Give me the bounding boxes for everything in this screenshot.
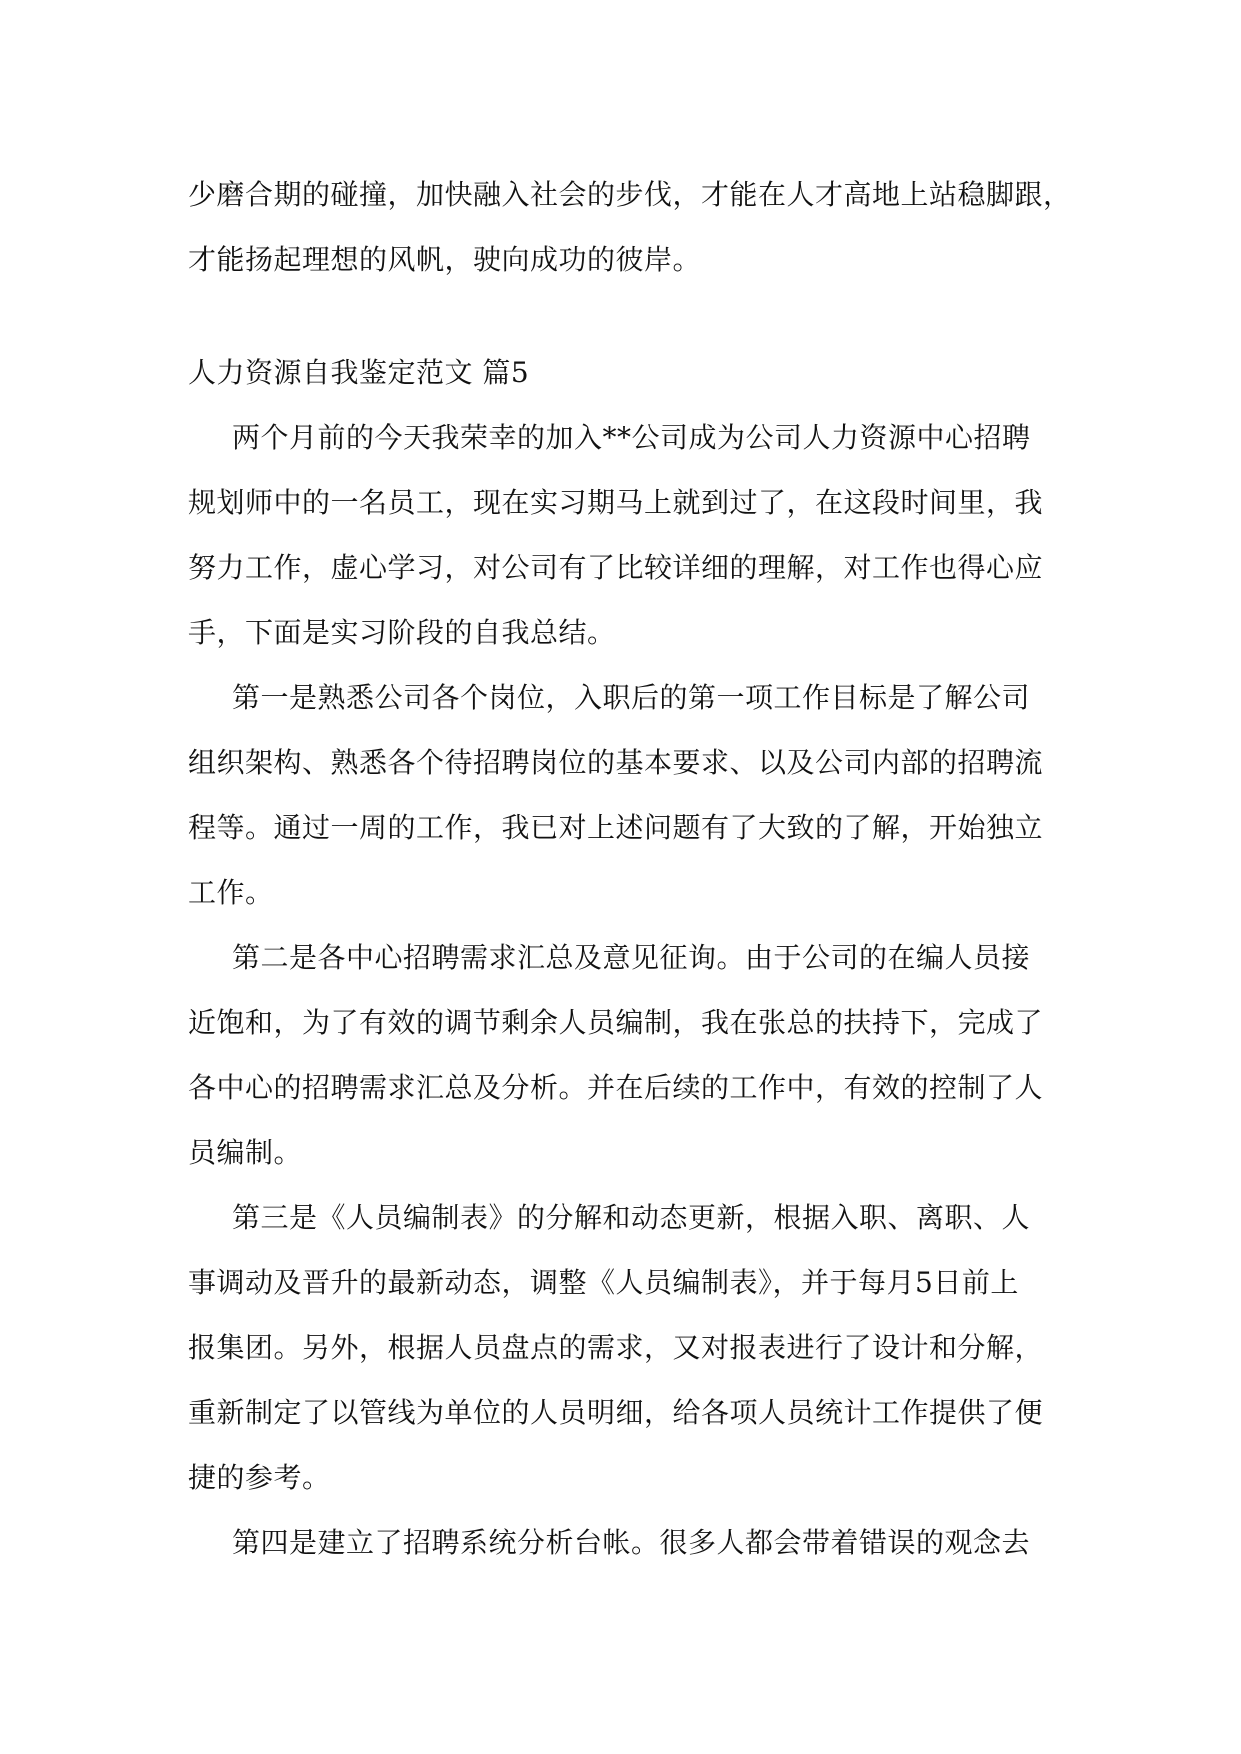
text-line: 事调动及晋升的最新动态，调整《人员编制表》，并于每月5日前上 — [188, 1266, 1019, 1299]
intro-paragraph — [188, 162, 1072, 292]
text-line: 工作。 — [188, 876, 274, 909]
text-line: 两个月前的今天我荣幸的加入**公司成为公司人力资源中心招聘 — [232, 421, 1031, 454]
text-line: 组织架构、熟悉各个待招聘岗位的基本要求、以及公司内部的招聘流 — [188, 746, 1044, 779]
text-line: 各中心的招聘需求汇总及分析。并在后续的工作中，有效的控制了人 — [188, 1071, 1044, 1104]
document-body — [188, 162, 1072, 1575]
paragraph-fourth-point — [188, 1510, 1058, 1575]
text-line: 第三是《人员编制表》的分解和动态更新，根据入职、离职、人 — [232, 1201, 1031, 1234]
text-line: 重新制定了以管线为单位的人员明细，给各项人员统计工作提供了便 — [188, 1396, 1044, 1429]
text-line: 第一是熟悉公司各个岗位，入职后的第一项工作目标是了解公司 — [232, 681, 1031, 714]
text-line: 捷的参考。 — [188, 1461, 331, 1494]
paragraph-intro-summary — [188, 405, 1058, 665]
text-line: 程等。通过一周的工作，我已对上述问题有了大致的了解，开始独立 — [188, 811, 1044, 844]
text-line: 规划师中的一名员工，现在实习期马上就到过了，在这段时间里，我 — [188, 486, 1044, 519]
paragraph-third-point — [188, 1185, 1058, 1510]
text-line: 少磨合期的碰撞，加快融入社会的步伐，才能在人才高地上站稳脚跟， — [188, 178, 1072, 211]
text-line: 第二是各中心招聘需求汇总及意见征询。由于公司的在编人员接 — [232, 941, 1031, 974]
text-line: 第四是建立了招聘系统分析台帐。很多人都会带着错误的观念去 — [232, 1526, 1031, 1559]
text-line: 努力工作，虚心学习，对公司有了比较详细的理解，对工作也得心应 — [188, 551, 1044, 584]
section-title: 人力资源自我鉴定范文 篇5 — [188, 356, 530, 389]
paragraph-first-point — [188, 665, 1058, 925]
paragraph-second-point — [188, 925, 1058, 1185]
text-line: 近饱和，为了有效的调节剩余人员编制，我在张总的扶持下，完成了 — [188, 1006, 1044, 1039]
text-line: 才能扬起理想的风帆，驶向成功的彼岸。 — [188, 243, 702, 276]
text-line: 报集团。另外，根据人员盘点的需求，又对报表进行了设计和分解， — [188, 1331, 1044, 1364]
text-line: 手，下面是实习阶段的自我总结。 — [188, 616, 616, 649]
text-line: 员编制。 — [188, 1136, 303, 1169]
